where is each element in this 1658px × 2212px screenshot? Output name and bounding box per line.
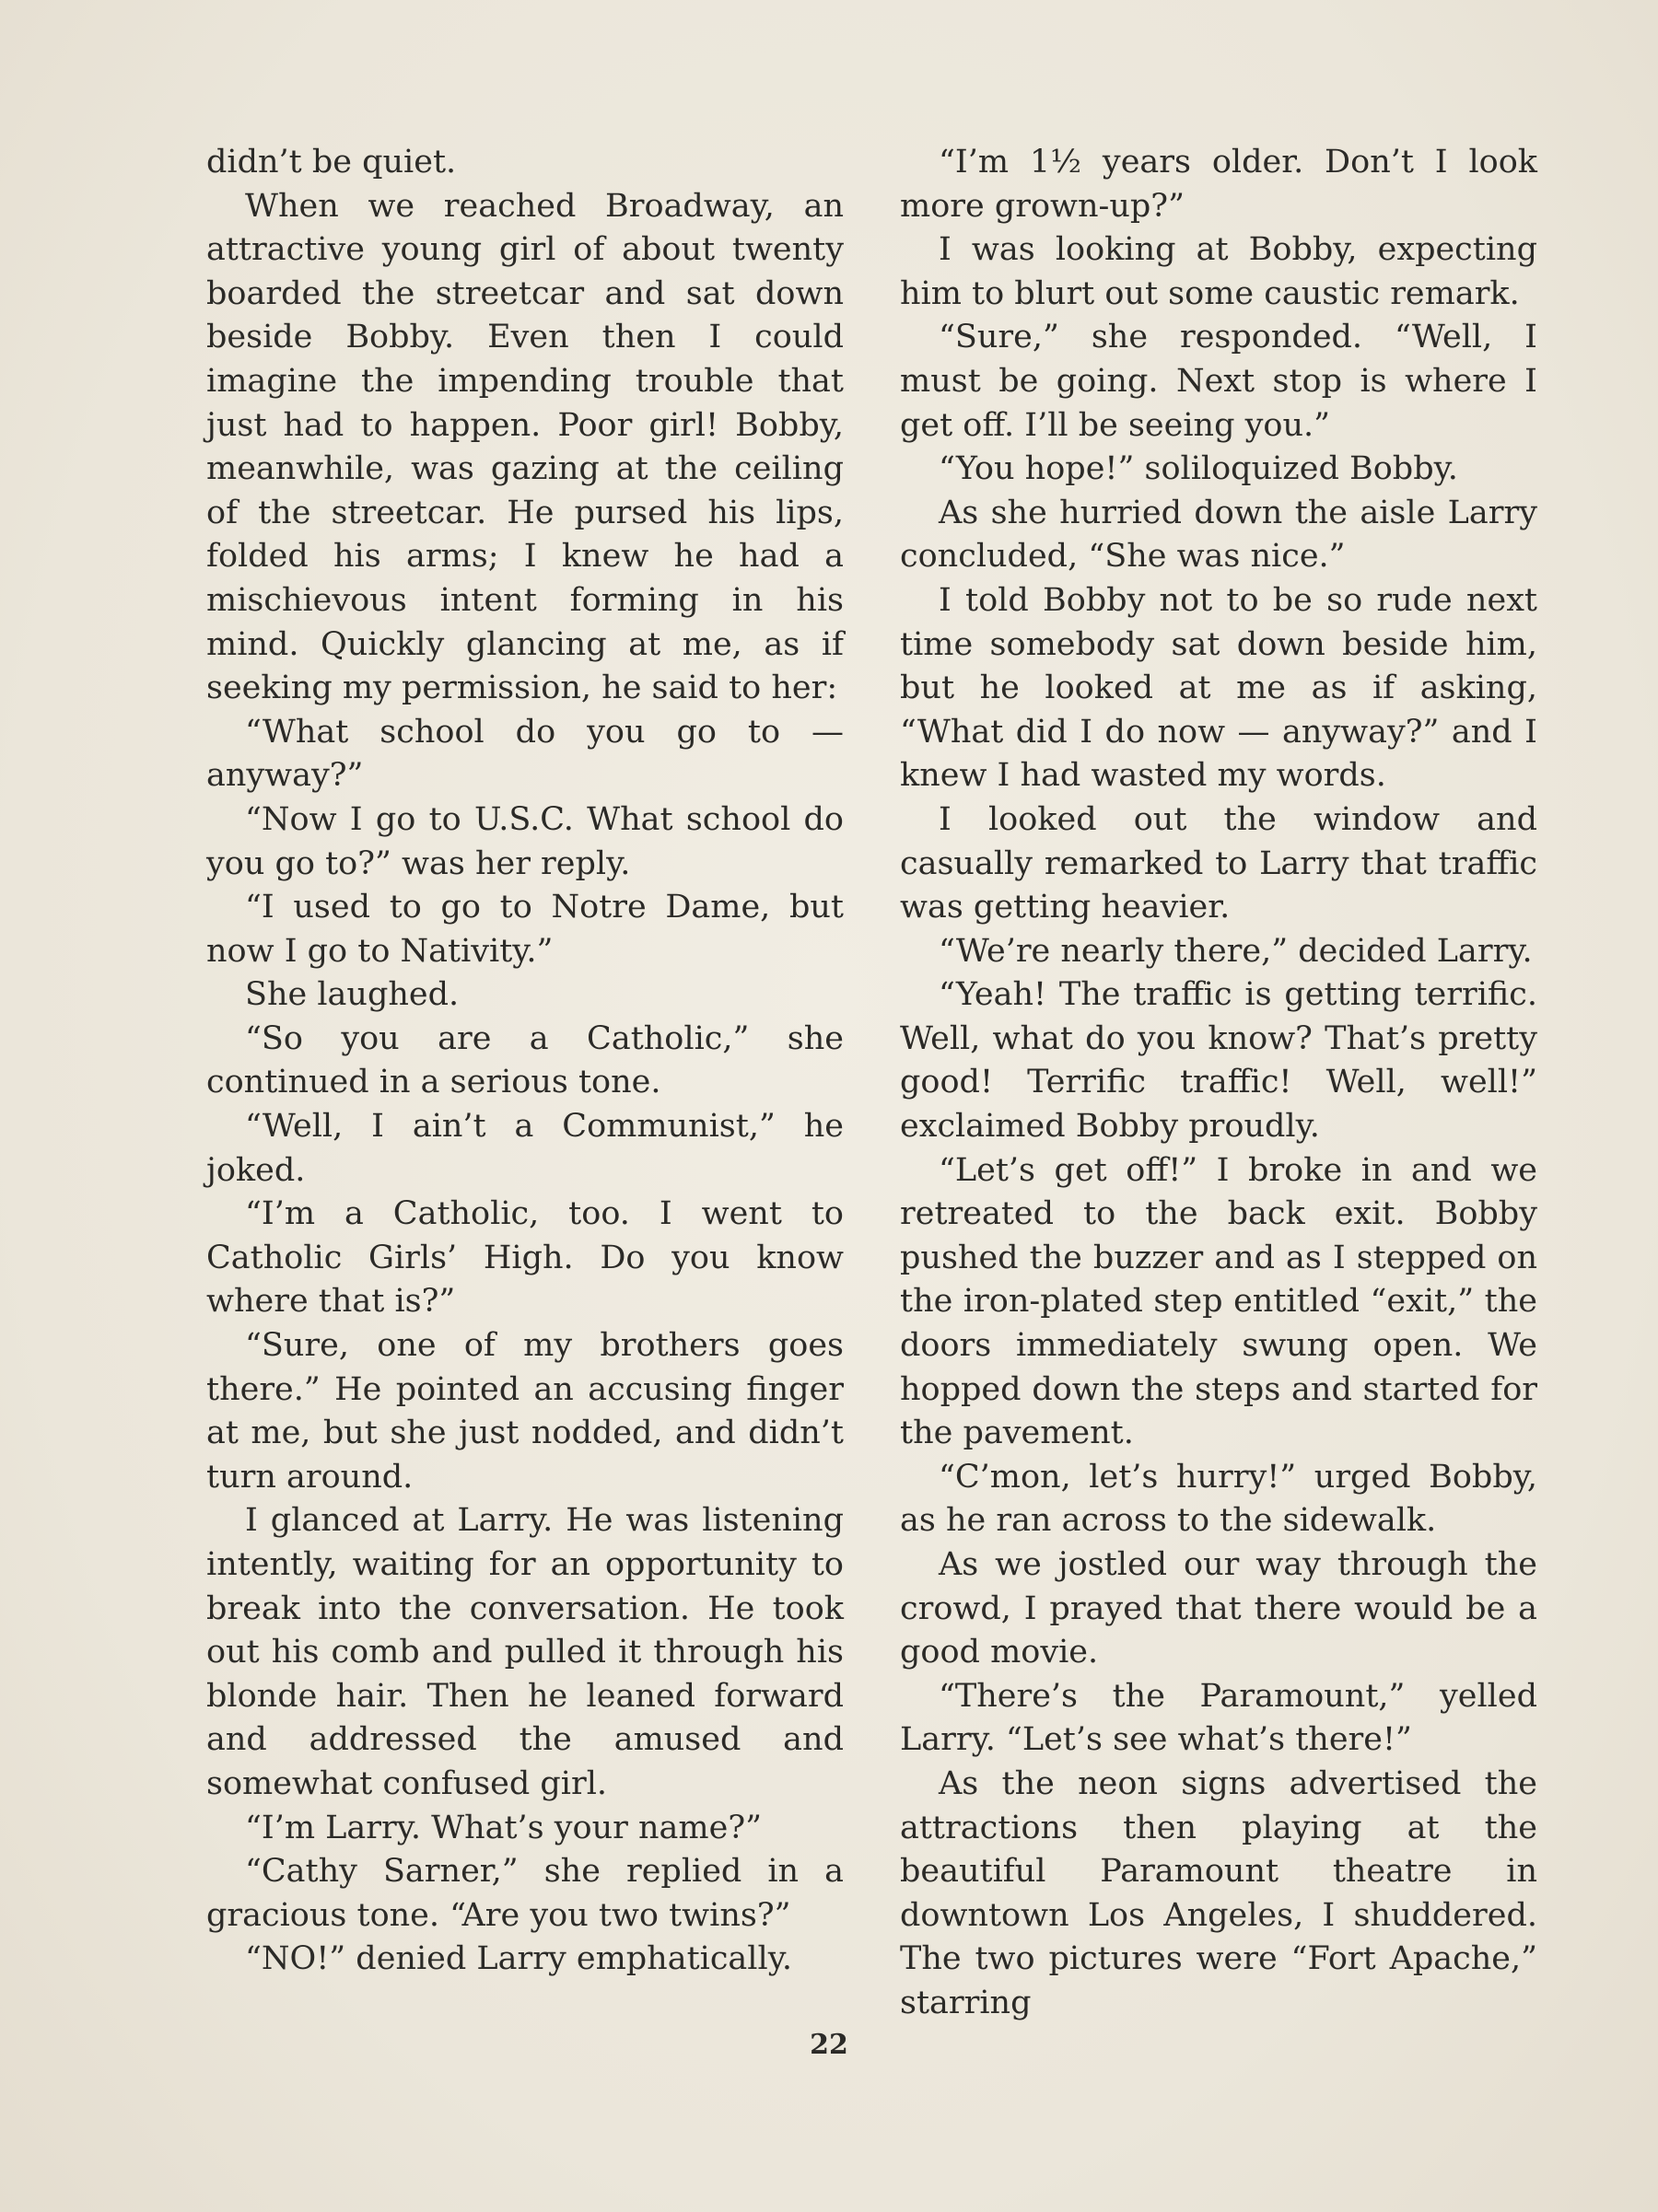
page-number: 22 [810,2029,848,2061]
paragraph: didn’t be quiet. [206,144,457,180]
paragraph: “We’re nearly there,” decided Larry. [939,932,1533,970]
paragraph: I told Bobby not to be so rude next time somebody sat down beside him, but he looked at me as if asking, “What did I do now — anyway?” and I knew I had wasted my words. [900,581,1537,795]
paragraph: She laughed. [245,976,460,1014]
paragraph: “Well, I ain’t a Communist,” he joked. [206,1108,844,1189]
paragraph: When we reached Broadway, an attractive young girl of about twenty boarded the streetcar and sat down beside Bobby. Even then I could imagine the impending trouble that just had to happen. Poor girl! Bobby, meanwhile, was gazing at the ceiling of the streetcar. He pursed his lips, folded his arms; I knew he had a mischievous intent forming in his mind. Quickly glancing at me, as if seeking my permission, he said to her: [206,187,844,707]
paragraph: “There’s the Paramount,” yelled Larry. “Let’s see what’s there!” [900,1677,1537,1759]
paragraph: “Sure, one of my brothers goes there.” He pointed an accusing finger at me, but she just nodded, and didn’t turn around. [206,1327,844,1496]
paragraph: “Cathy Sarner,” she replied in a gracious tone. “Are you two twins?” [206,1853,844,1934]
paragraph: “I used to go to Notre Dame, but now I go to Nativity.” [206,889,844,970]
paragraph: I looked out the window and casually remarked to Larry that traffic was getting heavier. [900,800,1537,926]
paragraph: “I’m 1½ years older. Don’t I look more grown-up?” [900,144,1537,225]
paragraph: “So you are a Catholic,” she continued in a serious tone. [206,1019,844,1101]
paragraph: I glanced at Larry. He was listening intently, waiting for an opportunity to break into the conversation. He took out his comb and pulled it through his blonde hair. Then he leaned forward and addressed the amused and somewhat confused girl. [206,1502,844,1802]
paragraph: “NO!” denied Larry emphatically. [245,1940,792,1978]
paragraph: “What school do you go to — anyway?” [206,713,844,795]
paragraph: “Sure,” she responded. “Well, I must be going. Next stop is where I get off. I’ll be seeing you.” [900,319,1537,444]
paragraph: I was looking at Bobby, expecting him to blurt out some caustic remark. [900,231,1537,312]
right-text-column [900,141,1537,2026]
left-text-column [206,141,844,1982]
paragraph: “Let’s get off!” I broke in and we retreated to the back exit. Bobby pushed the buzzer and as I stepped on the iron-plated step entitled “exit,” the doors immediately swung open. We hopped down the steps and started for the pavement. [900,1151,1537,1452]
paragraph: “I’m Larry. What’s your name?” [245,1809,762,1846]
paragraph: “Yeah! The traffic is getting terrific. Well, what do you know? That’s pretty good! Terrific traffic! Well, well!” exclaimed Bobby proudly. [900,976,1537,1146]
paragraph: “C’mon, let’s hurry!” urged Bobby, as he ran across to the sidewalk. [900,1458,1537,1540]
paragraph: “You hope!” soliloquized Bobby. [939,450,1458,488]
paragraph: As the neon signs advertised the attractions then playing at the beautiful Paramount theatre in downtown Los Angeles, I shuddered. The two pictures were “Fort Apache,” starring [900,1764,1537,2021]
paragraph: As we jostled our way through the crowd, I prayed that there would be a good movie. [900,1546,1537,1671]
paragraph: As she hurried down the aisle Larry concluded, “She was nice.” [900,494,1537,576]
paragraph: “I’m a Catholic, too. I went to Catholic Girls’ High. Do you know where that is?” [206,1195,844,1321]
paragraph: “Now I go to U.S.C. What school do you go to?” was her reply. [206,800,844,882]
